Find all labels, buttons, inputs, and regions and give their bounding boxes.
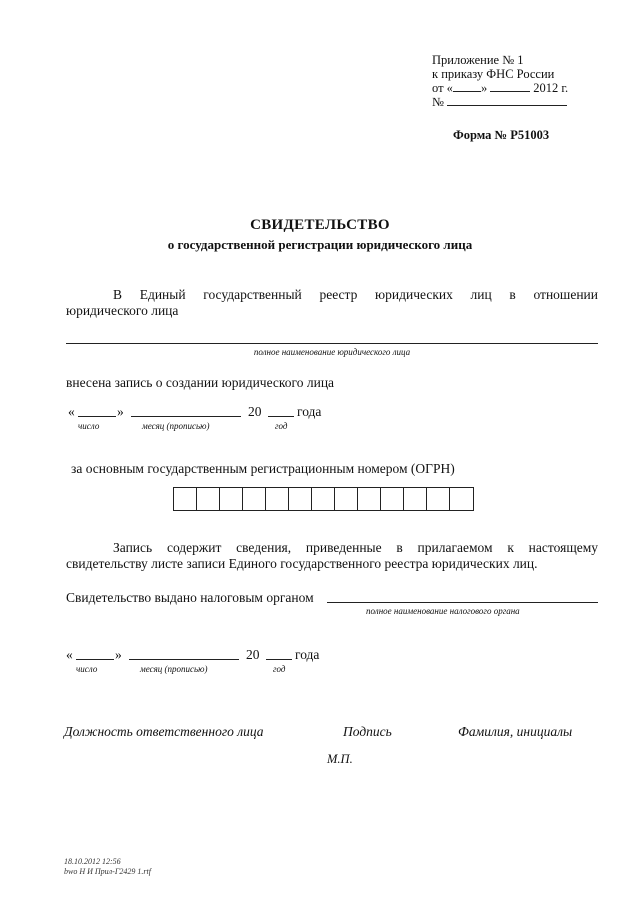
official-position-label: Должность ответственного лица xyxy=(64,724,264,739)
paragraph-2-line-2: свидетельству листе записи Единого государственного реестра юридических лиц. xyxy=(66,556,538,571)
date1-open-quote: « xyxy=(68,404,75,419)
date2-month-caption: месяц (прописью) xyxy=(140,664,208,674)
date2-open-quote: « xyxy=(66,647,73,662)
ogrn-cell xyxy=(404,488,427,510)
tax-authority-line xyxy=(327,602,598,603)
tax-authority-caption: полное наименование налогового органа xyxy=(366,606,520,616)
appendix-number: Приложение № 1 xyxy=(432,53,524,67)
ogrn-cell xyxy=(174,488,197,510)
ogrn-cell xyxy=(381,488,404,510)
ogrn-cell xyxy=(266,488,289,510)
date2-day-line xyxy=(76,659,114,660)
ogrn-label: за основным государственным регистрационным номером (ОГРН) xyxy=(71,461,455,476)
ogrn-cell xyxy=(358,488,381,510)
order-number-blank xyxy=(447,95,567,106)
order-reference: к приказу ФНС России xyxy=(432,67,555,81)
date2-day-caption: число xyxy=(76,664,98,674)
date2-century: 20 xyxy=(246,647,260,662)
date1-year-line xyxy=(268,416,294,417)
entry-made-text: внесена запись о создании юридического лица xyxy=(66,375,335,390)
date2-year-caption: год xyxy=(273,664,286,674)
date1-day-caption: число xyxy=(78,421,100,431)
date2-year-word: года xyxy=(295,647,320,662)
signature-label: Подпись xyxy=(343,724,392,739)
date2-month-line xyxy=(129,659,239,660)
entity-name-line xyxy=(66,343,598,344)
ogrn-cell xyxy=(427,488,450,510)
paragraph-2-line-1: Запись содержит сведения, приведенные в прилагаемом к настоящему xyxy=(113,540,598,555)
ogrn-cell xyxy=(335,488,358,510)
date1-month-caption: месяц (прописью) xyxy=(142,421,210,431)
date1-day-line xyxy=(78,416,116,417)
footer-filename: bwo Н И Прил-Г2429 1.rtf xyxy=(64,867,151,876)
ogrn-grid xyxy=(173,487,474,511)
seal-label: М.П. xyxy=(327,752,353,766)
date1-year-word: года xyxy=(297,404,322,419)
ogrn-cell xyxy=(312,488,335,510)
order-day-blank xyxy=(453,82,481,92)
document-subtitle: о государственной регистрации юридического лица xyxy=(167,237,473,252)
ogrn-cell xyxy=(450,488,473,510)
order-number: № xyxy=(432,95,567,109)
date2-close-quote: » xyxy=(115,647,122,662)
ogrn-cell xyxy=(289,488,312,510)
paragraph-1-line-1: В Единый государственный реестр юридических лиц в отношении xyxy=(113,287,598,302)
ogrn-cell xyxy=(220,488,243,510)
paragraph-1-line-2: юридического лица xyxy=(66,303,179,318)
form-code: Форма № Р51003 xyxy=(453,128,550,142)
footer-timestamp: 18.10.2012 12:56 xyxy=(64,857,121,866)
ogrn-cell xyxy=(197,488,220,510)
date1-century: 20 xyxy=(248,404,262,419)
entity-name-caption: полное наименование юридического лица xyxy=(253,347,411,357)
date1-year-caption: год xyxy=(275,421,288,431)
date1-close-quote: » xyxy=(117,404,124,419)
order-date: от « » 2012 г. xyxy=(432,81,569,95)
ogrn-cell xyxy=(243,488,266,510)
issued-by-label: Свидетельство выдано налоговым органом xyxy=(66,590,314,605)
full-name-label: Фамилия, инициалы xyxy=(458,724,573,739)
document-title: СВИДЕТЕЛЬСТВО xyxy=(250,217,390,233)
date2-year-line xyxy=(266,659,292,660)
order-month-blank xyxy=(490,82,530,92)
date1-month-line xyxy=(131,416,241,417)
